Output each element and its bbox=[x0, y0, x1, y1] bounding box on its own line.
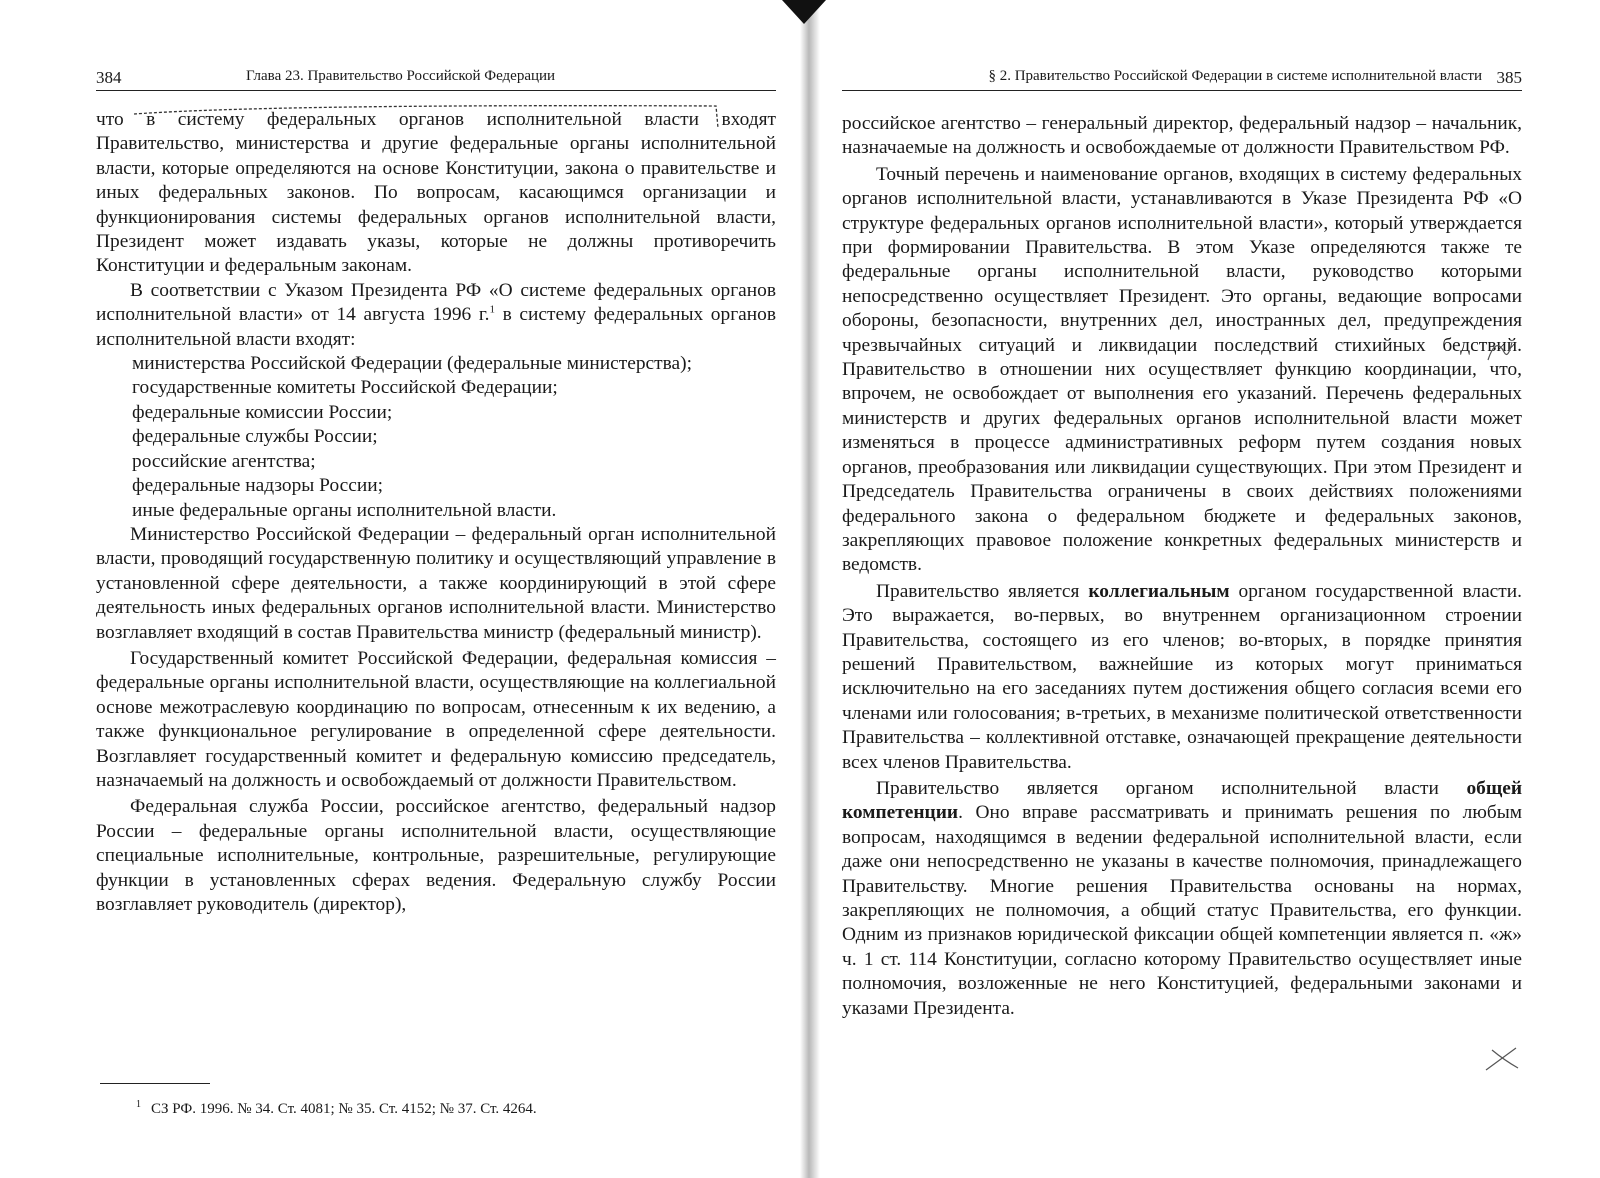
list-item: государственные комитеты Российской Федерации; bbox=[132, 377, 558, 399]
list-item: министерства Российской Федерации (федеральные министерства); bbox=[132, 353, 692, 375]
margin-pencil-mark bbox=[1482, 330, 1522, 380]
footnote-text: СЗ РФ. 1996. № 34. Ст. 4081; № 35. Ст. 4152; № 37. Ст. 4264. bbox=[151, 1101, 537, 1117]
footnote bbox=[136, 1101, 537, 1118]
left-paragraph-2 bbox=[96, 279, 776, 352]
left-paragraph-2-text: В соответствии с Указом Президента РФ «О системе федеральных органов исполнительной власти» от 14 августа 1996 г. bbox=[96, 279, 776, 326]
right-paragraph-3-b: органом государственной власти. Это выражается, во-первых, во внутреннем организационном строении Правительства, состоящего из его членов; во-вторых, в порядке принятия решений Правительством, важнейшие из которых могут приниматься исключительно на его заседаниях путем достижения общего согласия всеми его членами или голосования; в-третьих, в механизме политической ответственности Правительства – коллективной отставке, означающей прекращение деятельности всех членов Правительства. bbox=[842, 580, 1522, 773]
right-paragraph-3-bold: коллегиальным bbox=[1088, 580, 1230, 602]
margin-cross-mark bbox=[1482, 1030, 1522, 1080]
right-running-title: § 2. Правительство Российской Федерации в системе исполнительной власти bbox=[988, 68, 1482, 84]
right-page-body bbox=[842, 112, 1522, 1021]
right-paragraph-4-b: . Оно вправе рассматривать и принимать решения по любым вопросам, находящимся в ведении федеральной исполнительной власти, если даже они непосредственно не указаны в качестве полномочия, принадлежащего Правительству. Многие решения Правительства основаны на нормах, закрепляющих не полномочия, а общий статус Правительства, его функции. Одним из признаков юридической фиксации общей компетенции является п. «ж» ч. 1 ст. 114 Конституции, согласно которому Правительство осуществляет иные полномочия, возложенные не него Конституцией, федеральными законами и указами Президента. bbox=[842, 802, 1522, 1019]
right-paragraph-4-bold: общей компетенции bbox=[842, 777, 1522, 824]
list-item: иные федеральные органы исполнительной власти. bbox=[132, 499, 557, 521]
right-paragraph-4 bbox=[842, 777, 1522, 1021]
right-page-number: 385 bbox=[1496, 68, 1522, 87]
binding-notch bbox=[782, 0, 826, 24]
left-paragraph-service: Федеральная служба России, российское агентство, федеральный надзор России – федеральные органы исполнительной власти, осуществляющие специальные исполнительные, контрольные, разрешительные, регулирующие функции в установленных сферах ведения. Федеральную службу России возглавляет руководитель (директор), bbox=[96, 796, 776, 915]
left-paragraph-1: что в систему федеральных органов исполнительной власти входят Правительство, министерства и другие федеральные органы исполнительной власти, которые определяются на основе Конституции, закона о правительстве и иных федеральных законов. По вопросам, касающимся организации и функционирования системы федеральных органов исполнительной власти, Президент может издавать указы, которые не должны противоречить Конституции и федеральным законам. bbox=[96, 109, 776, 277]
left-page-number: 384 bbox=[96, 68, 122, 87]
pencil-underline-mark bbox=[126, 100, 726, 130]
left-paragraph-ministry: Министерство Российской Федерации – федеральный орган исполнительной власти, проводящий государственную политику и осуществляющий управление в установленной сфере деятельности, а также координирующий в этой сфере деятельность иных федеральных органов исполнительной власти. Министерство возглавляет входящий в состав Правительства министр (федеральный министр). bbox=[96, 523, 776, 643]
left-running-title: Глава 23. Правительство Российской Федерации bbox=[246, 68, 556, 84]
book-gutter bbox=[800, 0, 820, 1178]
left-paragraph-committee: Государственный комитет Российской Федерации, федеральная комиссия – федеральные органы исполнительной власти, осуществляющие на коллегиальной основе межотраслевую координацию по вопросам, отнесенным к их ведению, а также функциональное регулирование в определенной сфере деятельности. Возглавляет государственный комитет и федеральную комиссию председатель, назначаемый на должность и освобождаемый от должности Правительством. bbox=[96, 647, 776, 791]
list-item: федеральные службы России; bbox=[132, 426, 378, 448]
left-paragraph-2-cont: в систему федеральных органов исполнительной власти входят: bbox=[96, 304, 776, 350]
footnote-rule bbox=[100, 1083, 210, 1084]
right-paragraph-3-a: Правительство является bbox=[876, 580, 1089, 602]
right-paragraph-1: российское агентство – генеральный директор, федеральный надзор – начальник, назначаемые на должность и освобождаемые от должности Правительством РФ. bbox=[842, 113, 1522, 159]
list-item: российские агентства; bbox=[132, 450, 316, 472]
right-paragraph-3 bbox=[842, 580, 1522, 775]
list-item: федеральные комиссии России; bbox=[132, 401, 393, 423]
left-page bbox=[96, 0, 776, 1178]
footnote-reference: 1 bbox=[489, 303, 495, 316]
right-page bbox=[842, 0, 1522, 1178]
list-item: федеральные надзоры России; bbox=[132, 475, 383, 497]
right-page-header bbox=[842, 60, 1522, 91]
right-paragraph-2: Точный перечень и наименование органов, входящих в систему федеральных органов исполнительной власти, устанавливаются в Указе Президента РФ «О структуре федеральных органов исполнительной власти», который утверждается при формировании Правительства. В этом Указе определяются также те федеральные органы исполнительной власти, руководство которыми непосредственно осуществляет Президент. Это органы, ведающие вопросами обороны, безопасности, внутренних дел, иностранных дел, предупреждения чрезвычайных ситуаций и ликвидации последствий стихийных бедствий. Правительство в отношении них осуществляет функцию координации, что, впрочем, не освобождает от выполнения его указаний. Перечень федеральных министерств и других федеральных органов исполнительной власти может изменяться в процессе административных реформ путем создания новых органов, преобразования или ликвидации существующих. При этом Президент и Председатель Правительства ограничены в своих действиях положениями федерального закона о федеральном бюджете и федеральных законов, закрепляющих правовое положение конкретных федеральных министерств и ведомств. bbox=[842, 163, 1522, 576]
left-page-header bbox=[96, 60, 776, 91]
left-page-body bbox=[96, 108, 776, 917]
right-paragraph-4-a: Правительство является органом исполнительной власти bbox=[876, 777, 1467, 799]
footnote-number: 1 bbox=[136, 1099, 141, 1110]
